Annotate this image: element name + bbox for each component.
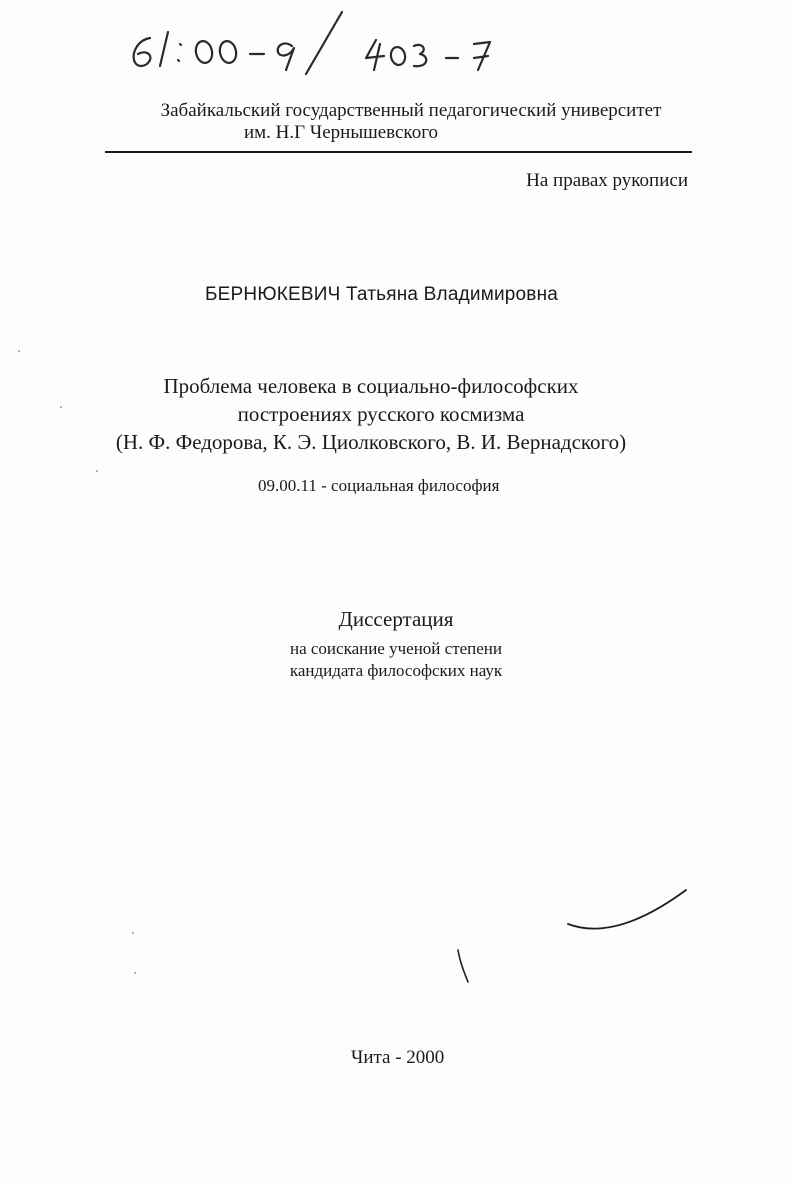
university-name: Забайкальский государственный педагогический университет (160, 100, 662, 121)
title-line: (Н. Ф. Федорова, К. Э. Циолковского, В. И. Вернадского) (115, 430, 627, 454)
title-line: построениях русского космизма (237, 402, 525, 426)
dissertation-title (0, 372, 792, 456)
header-divider (105, 151, 692, 153)
university-heading (0, 100, 792, 144)
author-name: БЕРНЮКЕВИЧ Татьяна Владимировна (205, 284, 559, 305)
scan-speck (134, 972, 136, 974)
degree-line: на соискание ученой степени (289, 639, 503, 658)
scan-speck (132, 932, 134, 934)
university-named-after: им. Н.Г Чернышевского (243, 122, 439, 143)
specialty-code: 09.00.11 - социальная философия (258, 476, 500, 495)
degree-description (0, 638, 792, 682)
manuscript-rights-note: На правах рукописи (526, 170, 688, 191)
scan-speck (96, 470, 98, 472)
scan-speck (18, 350, 20, 352)
title-line: Проблема человека в социально-философских (163, 374, 579, 398)
city-and-year: Чита - 2000 (351, 1047, 445, 1068)
document-type: Диссертация (338, 607, 454, 631)
degree-line: кандидата философских наук (289, 661, 503, 680)
